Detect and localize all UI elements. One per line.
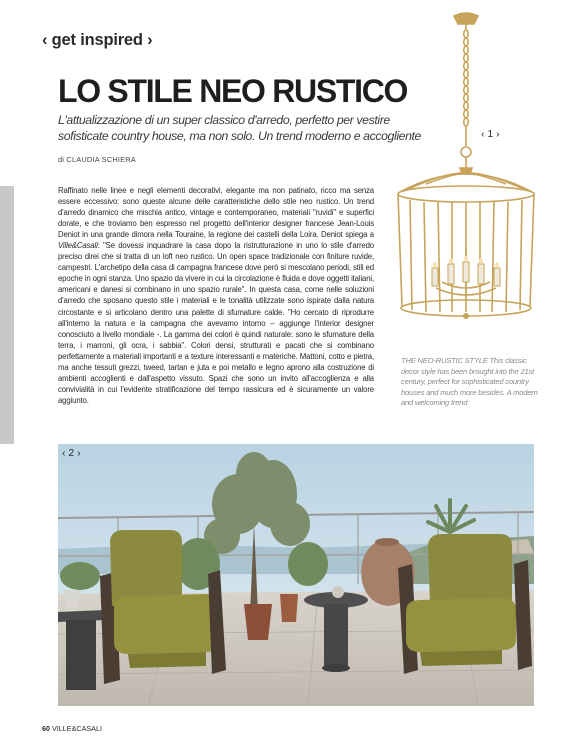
- article-subtitle: L'attualizzazione di un super classico d'arredo, perfetto per vestire sofisticate country house, ma non solo. Un trend moderno e accogliente: [58, 113, 421, 143]
- magazine-name-inline: Ville&Casali: [58, 241, 98, 251]
- figure-1-caption: THE NEO-RUSTIC STYLE This classic decor style has been brought into the 21st century, perfect for sophisticated country houses and much more besides. A modern and welcoming trend: [401, 356, 538, 408]
- side-accent-bar: [0, 186, 14, 444]
- chandelier-illustration: [386, 6, 538, 350]
- figure-2-badge: ‹ 2 ›: [62, 447, 81, 459]
- article-body: [58, 185, 374, 406]
- article-byline: di CLAUDIA SCHIERA: [58, 155, 136, 164]
- chandelier-image: [386, 6, 538, 350]
- article-title: LO STILE NEO RUSTICO: [58, 73, 408, 109]
- page-number: 60: [42, 724, 50, 733]
- body-text-part-2: : "Se dovessi inquadrare la casa dopo la ristrutturazione in uno lo stile d'arredo preciso direi che si tratta di un loft neo rustico. Un open space tradizionale con finiture ruvide, campestri. L'archetipo della casa di campagna francese dove però si mescolano periodi, stili ed epoche in ogni stanza. Uno spazio da vivere in cui la circolazione è fluida e dove oggetti italiani, americani e danesi si combinano in uno spazio rurale". In questa casa, come nelle soluzioni d'arredo che sposano questo stile i materiali e le tonalità utilizzate sono ispirate dalla natura circostante e si articolano dentro una palette di sfumature calde. "Ho cercato di riprodurre all'interno la natura e la campagna che avevamo intorno – aggiunge l'interior designer conosciuto a livello mondiale -. La gamma dei colori è quindi naturale: sono le sfumature della terra, i marroni, gli ocra, i sabbia". Colori densi, strutturati e pacati che si combinano perfettamente a materiali importanti e a texture interessanti e materiche. Mattoni, cotto e pietra, ma anche tessuti grezzi, tweed, tartan e juta e poi metallo e legno aprono alla costruzione di ambienti accoglienti e dall'aspetto vissuto. Spazi che sono un invito all'accoglienza e alla convivialità in cui l'evidente stratificazione del tempo rassicura ed è sicuramente un valore aggiunto.: [58, 241, 374, 405]
- terrace-photo: [58, 444, 534, 706]
- terrace-illustration: [58, 444, 534, 706]
- magazine-name: VILLE&CASALI: [52, 724, 102, 733]
- figure-1-badge: ‹ 1 ›: [481, 128, 500, 140]
- page-footer: [42, 724, 102, 733]
- section-tag: ‹ get inspired ›: [42, 31, 153, 49]
- body-text-part-1: Raffinato nelle linee e negli elementi decorativi, elegante ma non patinato, ricco ma senza essere eccessivo: sono queste alcune delle caratteristiche dello stile neo rustico. Un trend d'arredo dinamico che mischia antico, vintage e contemporaneo, materiali "ruvidi" e superfici dorate, e che troviamo ben espresso nel progetto dell'interior designer francese Jean-Louis Deniot in una grande dimora nella Touraine, la regione dei castelli della Loira. Deniot spiega a: [58, 186, 374, 240]
